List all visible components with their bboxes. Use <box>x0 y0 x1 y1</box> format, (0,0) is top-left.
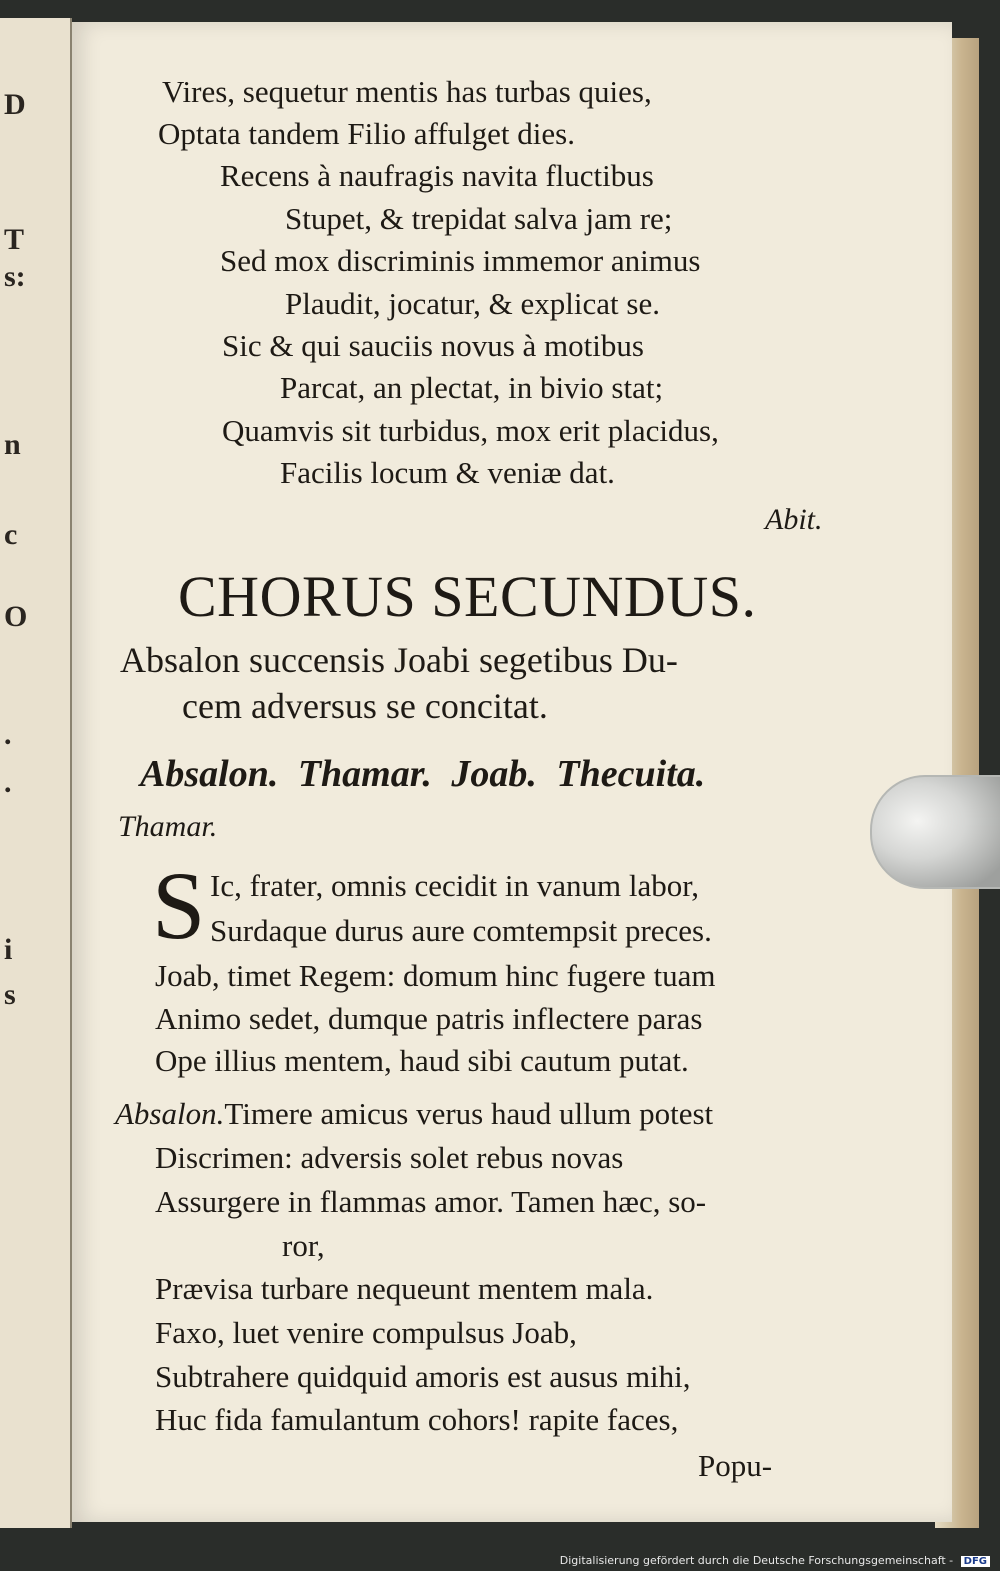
speech-line: Discrimen: adversis solet rebus novas <box>155 1140 624 1175</box>
speech-line: Faxo, luet venire compulsus Joab, <box>155 1315 577 1350</box>
speech-line: Prævisa turbare nequeunt mentem mala. <box>155 1271 654 1306</box>
left-page-edge <box>0 18 72 1528</box>
left-page-glyph: . <box>4 766 12 799</box>
dfg-logo: DFG <box>961 1556 990 1567</box>
left-page-glyph: c <box>4 518 18 551</box>
verse-line: Optata tandem Filio affulget dies. <box>158 116 575 151</box>
speech-line: Animo sedet, dumque patris inflectere paras <box>155 1001 703 1036</box>
drop-cap: S <box>152 852 206 959</box>
speech-line: Huc fida famulantum cohors! rapite faces, <box>155 1402 679 1437</box>
verse-line: Quamvis sit turbidus, mox erit placidus, <box>222 413 719 448</box>
verse-line: Recens à naufragis navita fluctibus <box>220 158 654 193</box>
speech-line: Assurgere in flammas amor. Tamen hæc, so- <box>155 1184 707 1219</box>
speaker-label: Thamar. <box>118 810 218 843</box>
argument-line: Absalon succensis Joabi segetibus Du- <box>120 640 678 680</box>
footer-text: Digitalisierung gefördert durch die Deutsche Forschungsgemeinschaft - <box>559 1554 954 1567</box>
left-page-glyph: D <box>4 88 26 121</box>
left-page-glyph: O <box>4 600 28 633</box>
verse-line: Vires, sequetur mentis has turbas quies, <box>162 74 652 109</box>
verse-line: Stupet, & trepidat salva jam re; <box>285 201 673 236</box>
speech-text: Timere amicus verus haud ullum potest <box>224 1096 714 1131</box>
verse-line: Sed mox discriminis immemor animus <box>220 243 701 278</box>
section-heading: CHORUS SECUNDUS. <box>178 564 757 629</box>
stage-direction: Abit. <box>765 503 823 536</box>
left-page-glyph: T <box>4 223 25 256</box>
verse-line: Facilis locum & veniæ dat. <box>280 455 615 490</box>
dramatis-personae: Absalon. Thamar. Joab. Thecuita. <box>140 753 706 795</box>
left-page-glyph: s <box>4 978 16 1011</box>
speaker-label: Absalon. <box>115 1096 225 1131</box>
scanner-clip <box>870 775 1000 889</box>
left-page-glyph: n <box>4 428 21 461</box>
speech-line: Joab, timet Regem: domum hinc fugere tuam <box>155 958 716 993</box>
speech-line: Ic, frater, omnis cecidit in vanum labor, <box>210 868 700 903</box>
speech-line: ror, <box>282 1228 325 1263</box>
speech-line <box>115 1098 713 1129</box>
left-page-glyph: s: <box>4 260 26 293</box>
left-page-glyph: . <box>4 718 12 751</box>
speech-line: Surdaque durus aure comtempsit preces. <box>210 913 712 948</box>
speech-line: Ope illius mentem, haud sibi cautum putat. <box>155 1043 689 1078</box>
verse-line: Sic & qui sauciis novus à motibus <box>222 328 644 363</box>
argument-line: cem adversus se concitat. <box>182 686 548 726</box>
verse-line: Parcat, an plectat, in bivio stat; <box>280 370 664 405</box>
digitization-footer <box>560 1554 990 1567</box>
catchword: Popu- <box>698 1448 773 1483</box>
speech-line: Subtrahere quidquid amoris est ausus mihi, <box>155 1359 691 1394</box>
left-page-glyph: i <box>4 933 13 966</box>
verse-line: Plaudit, jocatur, & explicat se. <box>285 286 660 321</box>
